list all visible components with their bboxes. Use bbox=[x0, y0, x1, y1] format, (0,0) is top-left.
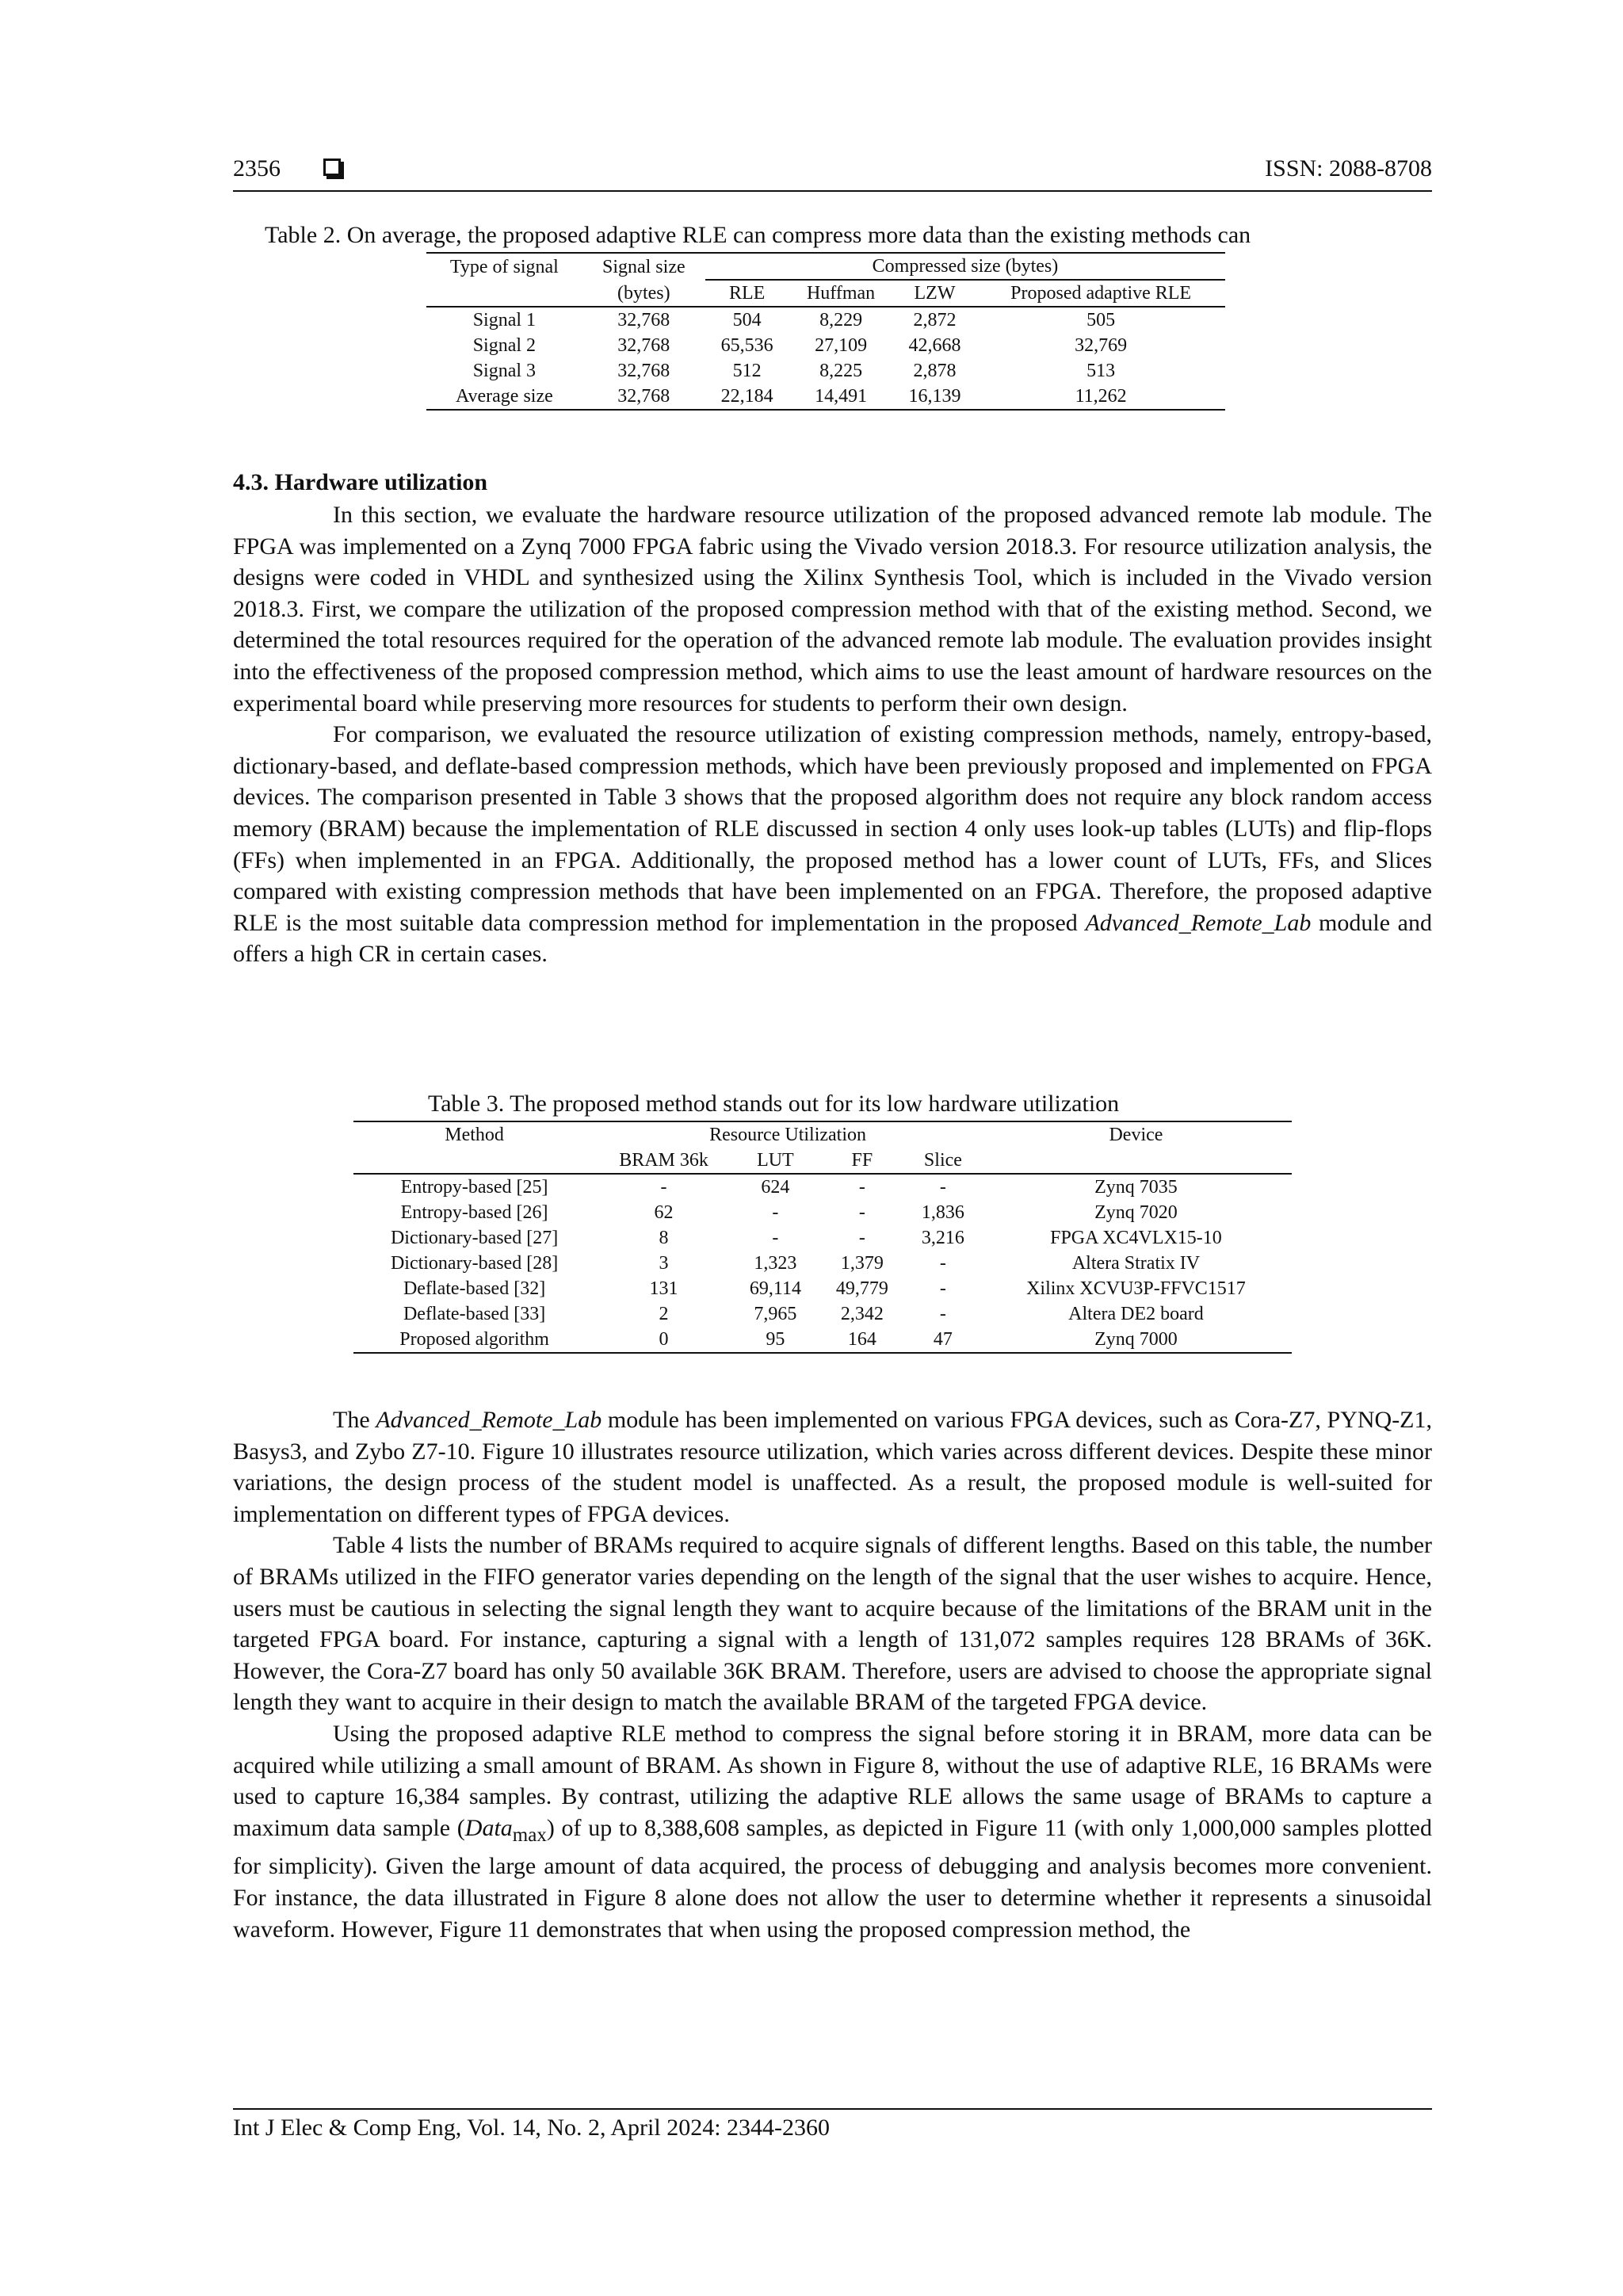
table-cell: - bbox=[772, 1202, 779, 1223]
paragraph bbox=[233, 1718, 1432, 1945]
table2-header-compressed: Compressed size (bytes) bbox=[705, 253, 1225, 280]
table-cell: Zynq 7000 bbox=[980, 1327, 1292, 1353]
table-cell: Altera Stratix IV bbox=[1071, 1253, 1201, 1274]
table-row bbox=[353, 1276, 1292, 1301]
table3-header-bram: BRAM 36k bbox=[595, 1148, 732, 1174]
table-cell: 14,491 bbox=[789, 384, 892, 410]
table-row bbox=[426, 358, 1225, 384]
table-cell: 505 bbox=[1086, 310, 1116, 330]
table-cell: 95 bbox=[732, 1327, 819, 1353]
table3-header-device: Device bbox=[980, 1121, 1292, 1148]
table-cell: Signal 1 bbox=[472, 310, 537, 330]
table-cell: Entropy-based [26] bbox=[400, 1202, 548, 1223]
paragraph-text: The bbox=[333, 1407, 376, 1433]
table3-header-method: Method bbox=[353, 1121, 595, 1148]
table-row bbox=[353, 1251, 1292, 1276]
table-cell: - bbox=[772, 1228, 779, 1248]
table2-header-size-unit: (bytes) bbox=[582, 280, 705, 307]
paragraph-text: ) of up to 8,388,608 samples, as depicted in Figure 11 (with only 1,000,000 samples plotted for simplicity). Given the large amount of data acquired, the process of debugging and analysis becomes more convenient. For instance, the data illustrated in Figure 8 alone does not allow the user to determine whether it represents a sinusoidal waveform. However, Figure 11 demonstrates that when using the proposed compression method, the bbox=[233, 1814, 1433, 1943]
table-cell: 32,769 bbox=[1075, 335, 1128, 356]
table-cell: 624 bbox=[761, 1177, 790, 1198]
table-cell: Altera DE2 board bbox=[1068, 1304, 1204, 1324]
table-cell: 131 bbox=[649, 1278, 678, 1299]
table-cell: 504 bbox=[732, 310, 762, 330]
table-row bbox=[353, 1174, 1292, 1200]
issn: ISSN: 2088-8708 bbox=[1265, 155, 1432, 181]
table-cell: - bbox=[939, 1177, 946, 1198]
table-cell: - bbox=[939, 1278, 946, 1299]
table-cell: 2,878 bbox=[913, 361, 957, 381]
table-cell: 32,768 bbox=[617, 361, 670, 381]
table-cell: 1,379 bbox=[840, 1253, 884, 1274]
table3 bbox=[353, 1121, 1292, 1354]
paragraph-text: Using the proposed adaptive RLE method to compress the signal before storing it in BRAM, more data can be acquired while utilizing a small amount of BRAM. As shown in Figure 8, without the use of adaptive RLE, 16 BRAMs were used to capture 16,384 samples. By contrast, utilizing the adaptive RLE allows the same usage of BRAMs to capture a maximum data sample ( bbox=[233, 1720, 1432, 1841]
table3-header-resource: Resource Utilization bbox=[595, 1121, 980, 1148]
table2-header-size: Signal size bbox=[582, 253, 705, 280]
table-cell: 0 bbox=[595, 1327, 732, 1353]
table-row bbox=[353, 1301, 1292, 1327]
paragraph-text: module has been implemented on various FPGA devices, such as Cora-Z7, PYNQ-Z1, Basys3, and Zybo Z7-10. Figure 10 illustrates resource utilization, which varies across different devices. Despite these minor variations, the design process of the student model is unaffected. As a result, the proposed module is well-suited for implementation on different types of FPGA devices. bbox=[233, 1407, 1433, 1527]
table-cell: 49,779 bbox=[835, 1278, 888, 1299]
paragraph bbox=[233, 1404, 1432, 1530]
table-cell: Deflate-based [33] bbox=[403, 1304, 546, 1324]
table3-header-slice: Slice bbox=[906, 1148, 980, 1174]
table-cell: - bbox=[660, 1177, 667, 1198]
table-cell: 32,768 bbox=[617, 335, 670, 356]
table-cell: - bbox=[939, 1253, 946, 1274]
table-cell: Zynq 7035 bbox=[1094, 1177, 1178, 1198]
table-row bbox=[426, 307, 1225, 333]
table-cell: Signal 2 bbox=[472, 335, 537, 356]
table-cell: 42,668 bbox=[908, 335, 961, 356]
body-text-upper bbox=[233, 499, 1432, 970]
table-cell: Entropy-based [25] bbox=[400, 1177, 548, 1198]
header-rule bbox=[233, 190, 1432, 192]
table-cell: 164 bbox=[819, 1327, 906, 1353]
table-cell: Dictionary-based [28] bbox=[390, 1253, 559, 1274]
table2-header-type: Type of signal bbox=[426, 253, 582, 280]
body-text-lower bbox=[233, 1404, 1432, 1945]
table-cell: - bbox=[858, 1228, 865, 1248]
paragraph-text: For comparison, we evaluated the resource utilization of existing compression methods, namely, entropy-based, dictionary-based, and deflate-based compression methods, which have been previously proposed and implemented on FPGA devices. The comparison presented in Table 3 shows that the proposed algorithm does not require any block random access memory (BRAM) because the implementation of RLE discussed in section 4 only uses look-up tables (LUTs) and flip-flops (FFs) when implemented in an FPGA. Additionally, the proposed method has a lower count of LUTs, FFs, and Slices compared with existing compression methods that have been implemented on an FPGA. Therefore, the proposed adaptive RLE is the most suitable data compression method for implementation in the proposed bbox=[233, 721, 1432, 936]
section-heading: 4.3. Hardware utilization bbox=[233, 469, 488, 495]
paragraph: Table 4 lists the number of BRAMs required to acquire signals of different lengths. Based on this table, the number of BRAMs utilized in the FIFO generator varies depending on the length of the signal that the user wishes to acquire. Hence, users must be cautious in selecting the signal length they want to acquire because of the limitations of the BRAM unit in the targeted FPGA board. For instance, capturing a signal with a length of 131,072 samples requires 128 BRAMs of 36K. However, the Cora-Z7 board has only 50 available 36K BRAM. Therefore, users are advised to choose the appropriate signal length they want to acquire in their design to match the available BRAM of the targeted FPGA device. bbox=[233, 1532, 1432, 1716]
table-cell: 2,342 bbox=[840, 1304, 884, 1324]
table-cell: 27,109 bbox=[815, 335, 868, 356]
table2-header-lzw: LZW bbox=[893, 280, 976, 307]
table-cell: - bbox=[939, 1304, 946, 1324]
table-row bbox=[353, 1327, 1292, 1353]
table-cell: 32,768 bbox=[582, 384, 705, 410]
table-cell: - bbox=[858, 1177, 865, 1198]
table-cell: 8 bbox=[659, 1228, 669, 1248]
table-cell: 32,768 bbox=[617, 310, 670, 330]
math-variable: Data bbox=[464, 1814, 513, 1841]
table2-caption: Table 2. On average, the proposed adaptive RLE can compress more data than the existing methods can bbox=[265, 222, 1251, 248]
table-row bbox=[426, 333, 1225, 358]
module-name: Advanced_Remote_Lab bbox=[376, 1407, 602, 1433]
running-footer: Int J Elec & Comp Eng, Vol. 14, No. 2, April 2024: 2344-2360 bbox=[233, 2115, 831, 2141]
table-row bbox=[353, 1200, 1292, 1225]
math-subscript: max bbox=[512, 1824, 547, 1846]
module-name: Advanced_Remote_Lab bbox=[1085, 909, 1312, 936]
page-number: 2356 bbox=[233, 155, 281, 181]
table-row bbox=[426, 384, 1225, 410]
paragraph-text: module and offers a high CR in certain cases. bbox=[233, 909, 1432, 968]
footer-rule bbox=[233, 2108, 1432, 2110]
table-cell: Zynq 7020 bbox=[1094, 1202, 1178, 1223]
table-cell: 22,184 bbox=[705, 384, 789, 410]
table-cell: 11,262 bbox=[976, 384, 1225, 410]
table-cell: Average size bbox=[426, 384, 582, 410]
table-cell: FPGA XC4VLX15-10 bbox=[1050, 1228, 1222, 1248]
table3-header-ff: FF bbox=[819, 1148, 906, 1174]
paragraph bbox=[233, 719, 1432, 970]
table-cell: 1,323 bbox=[754, 1253, 797, 1274]
table2-header-huffman: Huffman bbox=[789, 280, 892, 307]
paragraph: In this section, we evaluate the hardware resource utilization of the proposed advanced remote lab module. The FPGA was implemented on a Zynq 7000 FPGA fabric using the Vivado version 2018.3. For resource utilization analysis, the designs were coded in VHDL and synthesized using the Xilinx Synthesis Tool, which is included in the Vivado version 2018.3. First, we compare the utilization of the proposed compression method with that of the existing method. Second, we determined the total resources required for the operation of the advanced remote lab module. The evaluation provides insight into the effectiveness of the proposed compression method, which aims to use the least amount of hardware resources on the experimental board while preserving more resources for students to perform their own design. bbox=[233, 502, 1432, 716]
table-cell: 2,872 bbox=[913, 310, 957, 330]
table-cell: 65,536 bbox=[720, 335, 773, 356]
table-cell: 512 bbox=[732, 361, 762, 381]
table3-header-lut: LUT bbox=[732, 1148, 819, 1174]
table-cell: 47 bbox=[906, 1327, 980, 1353]
table-cell: Dictionary-based [27] bbox=[390, 1228, 559, 1248]
table-cell: 69,114 bbox=[749, 1278, 801, 1299]
table-cell: Signal 3 bbox=[472, 361, 537, 381]
running-header bbox=[233, 155, 1432, 192]
table-row bbox=[353, 1225, 1292, 1251]
table-cell: Proposed algorithm bbox=[353, 1327, 595, 1353]
table-cell: 8,229 bbox=[819, 310, 863, 330]
table3-caption: Table 3. The proposed method stands out for its low hardware utilization bbox=[428, 1091, 1120, 1117]
table-cell: 2 bbox=[659, 1304, 669, 1324]
table-cell: 513 bbox=[1086, 361, 1116, 381]
table-cell: 62 bbox=[654, 1202, 674, 1223]
table-cell: 1,836 bbox=[921, 1202, 964, 1223]
table-cell: 3 bbox=[659, 1253, 669, 1274]
square-bullet-icon bbox=[323, 159, 341, 176]
table-cell: - bbox=[858, 1202, 865, 1223]
paper-page bbox=[233, 0, 1432, 2296]
table-cell: Xilinx XCVU3P-FFVC1517 bbox=[1026, 1278, 1246, 1299]
table2 bbox=[426, 252, 1225, 411]
table-cell: 7,965 bbox=[754, 1304, 797, 1324]
table2-header-adaptive: Proposed adaptive RLE bbox=[976, 280, 1225, 307]
table-cell: 16,139 bbox=[893, 384, 976, 410]
table-cell: 3,216 bbox=[921, 1228, 964, 1248]
table-cell: 8,225 bbox=[819, 361, 863, 381]
table2-header-rle: RLE bbox=[705, 280, 789, 307]
table-cell: Deflate-based [32] bbox=[403, 1278, 546, 1299]
